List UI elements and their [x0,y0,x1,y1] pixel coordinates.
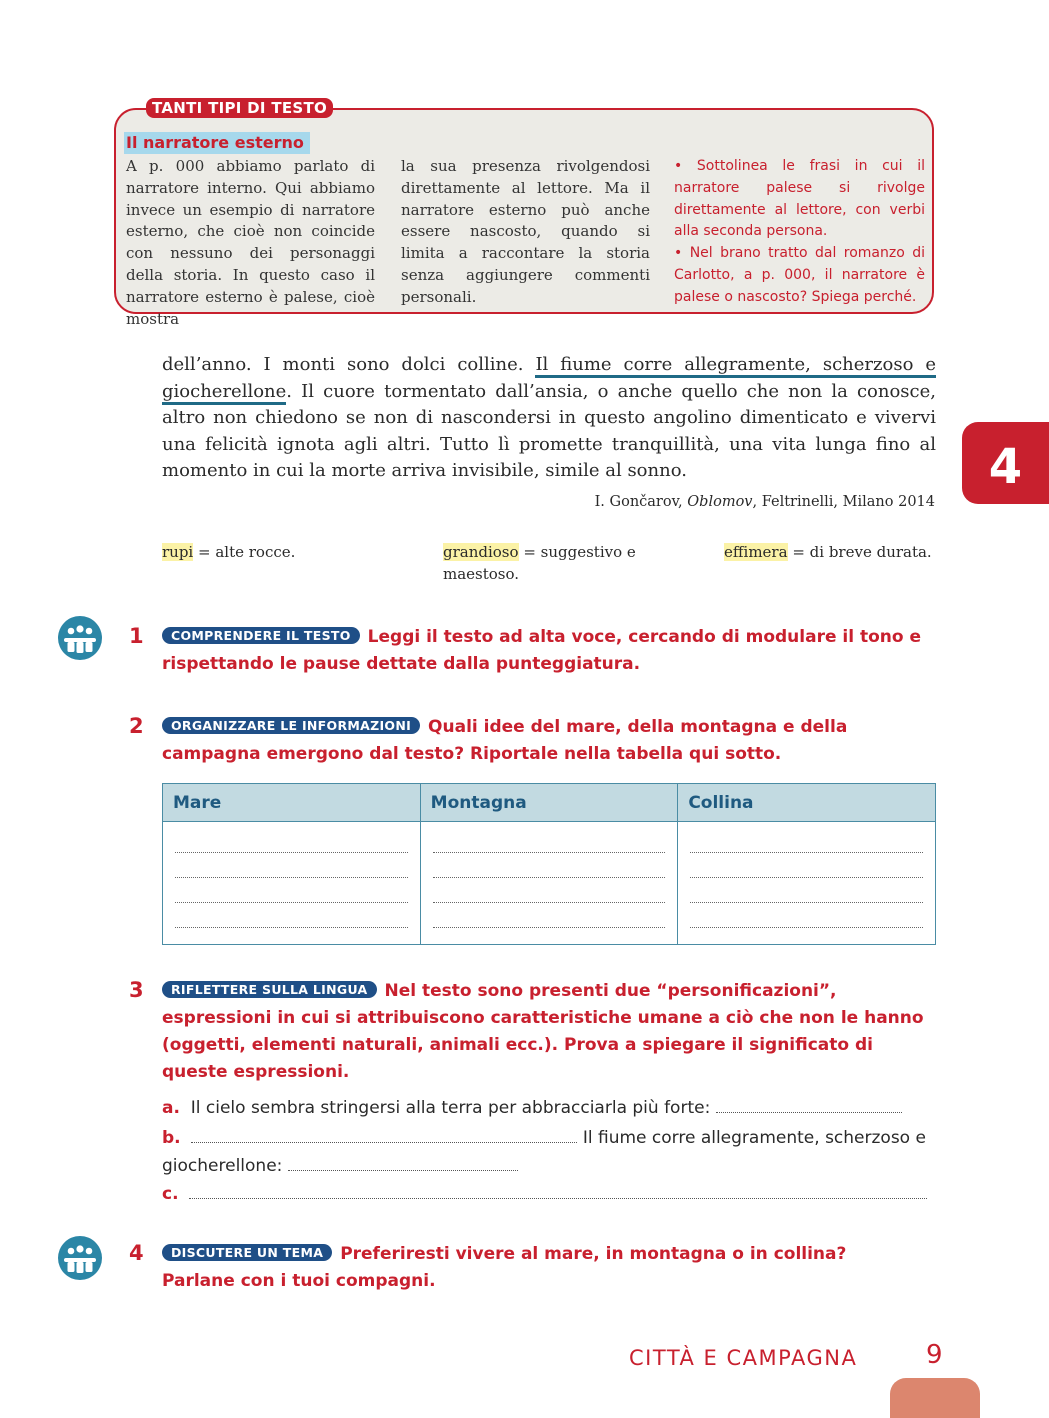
table-header-montagna: Montagna [420,784,678,822]
box-column-2-text: la sua presenza rivolgendosi direttamente al lettore. Ma il narratore esterno può anche essere nascosto, quando si limita a raccontare la storia senza aggiungere commenti personali. [401,157,650,306]
answer-table [162,783,936,945]
passage-text-2: . Il cuore tormentato dall’ansia, o anche quello che non la conosce, altro non chiedono se non di nascondersi in questo angolino dimenticato e vivervi una felicità ignota agli altri. Tutto lì promette tranquillità, una vita lunga fino al momento in cui la morte arriva invisibile, simile al sonno. [162,380,936,481]
source-citation: I. Gončarov, Oblomov, Feltrinelli, Milano 2014 [594,494,935,510]
exercise-3: RIFLETTERE SULLA LINGUA Nel testo sono presenti due “personificazioni”, espressioni in cui si attribuiscono caratteristiche umane a ciò che non le hanno (oggetti, elementi naturali, animali ecc.). Prova a spiegare il significato di queste espressioni. [162,981,924,1082]
exercise-badge: DISCUTERE UN TEMA [162,1244,332,1261]
exercise-number: 3 [129,978,144,1002]
subitem-c: c. [162,1180,937,1208]
subitem-b: b. Il fiume corre allegramente, scherzoso e giocherellone: [162,1128,926,1176]
chapter-tab: 4 [962,422,1049,504]
box-title: Il narratore esterno [124,132,310,154]
exercise-badge: RIFLETTERE SULLA LINGUA [162,981,377,998]
exercise-2: ORGANIZZARE LE INFORMAZIONI Quali idee del mare, della montagna e della campagna emergono dal testo? Riportale nella tabella qui sotto. [162,717,848,764]
answer-line[interactable] [189,1184,927,1199]
glossary-item: rupi = alte rocce. [162,543,296,561]
exercise-badge: COMPRENDERE IL TESTO [162,627,360,644]
answer-cell-montagna[interactable] [420,822,678,945]
answer-line[interactable] [288,1156,518,1171]
table-header-collina: Collina [678,784,936,822]
exercise-number: 1 [129,624,144,648]
box-column-1-text: A p. 000 abbiamo parlato di narratore interno. Qui abbiamo invece un esempio di narratore esterno, che cioè non coincide con nessuno dei personaggi della storia. In questo caso il narratore esterno è palese, cioè mostra [126,157,375,328]
glossary-item: effimera = di breve durata. [724,543,932,561]
page-number: 9 [926,1340,943,1370]
box-column-2 [401,156,650,309]
answer-cell-mare[interactable] [163,822,421,945]
exercise-number: 4 [129,1241,144,1265]
passage [162,352,936,485]
box-tag: TANTI TIPI DI TESTO [146,98,333,118]
answer-cell-collina[interactable] [678,822,936,945]
glossary-item: grandioso = suggestivo e maestoso. [443,543,636,583]
passage-text-1: dell’anno. I monti sono dolci colline. [162,354,536,375]
exercise-1: COMPRENDERE IL TESTO Leggi il testo ad alta voce, cercando di modulare il tono e rispettando le pause dettate dalla punteggiatura. [162,627,922,674]
page-tab [890,1378,980,1418]
answer-line[interactable] [191,1128,577,1143]
underlined-phrase: Il fiume corre allegramente, scherzoso e giocherellone [162,354,936,405]
group-discussion-icon [58,1236,102,1280]
group-discussion-icon [58,616,102,660]
exercise-4: DISCUTERE UN TEMA Preferiresti vivere al mare, in montagna o in collina? Parlane con i tuoi compagni. [162,1244,847,1291]
box-activity-2: • Nel brano tratto dal romanzo di Carlotto, a p. 000, il narratore è palese o nascosto? Spiega perché. [674,245,925,305]
exercise-number: 2 [129,714,144,738]
table-header-mare: Mare [163,784,421,822]
exercise-badge: ORGANIZZARE LE INFORMAZIONI [162,717,420,734]
section-title: CITTÀ E CAMPAGNA [629,1346,858,1370]
box-column-3 [674,156,925,309]
box-column-1 [126,156,375,330]
answer-line[interactable] [716,1098,902,1113]
subitem-a: a. Il cielo sembra stringersi alla terra per abbracciarla più forte: [162,1094,937,1122]
box-activity-1: • Sottolinea le frasi in cui il narratore palese si rivolge direttamente al lettore, con verbi alla seconda persona. [674,158,925,240]
